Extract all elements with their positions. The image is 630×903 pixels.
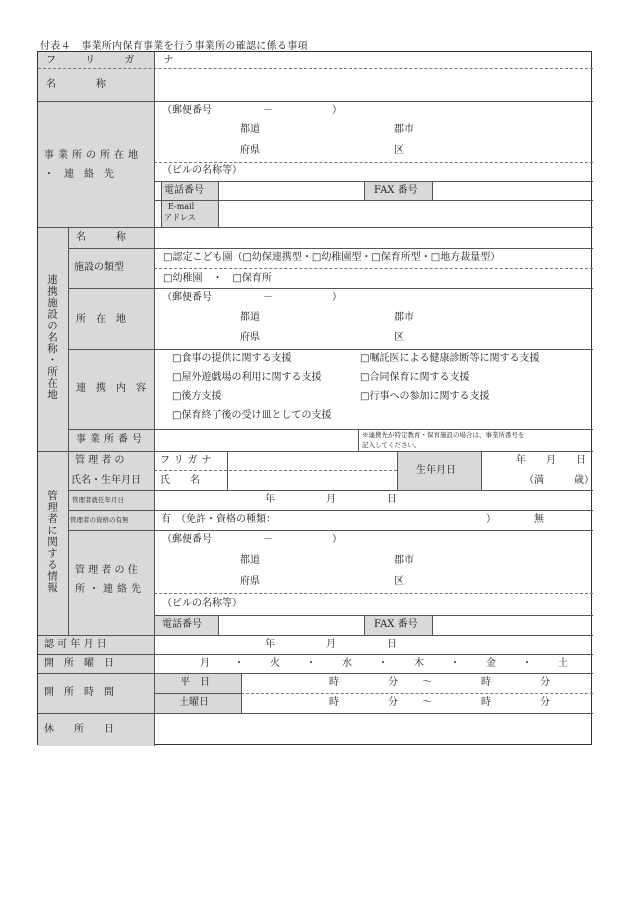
closed-days-label: 休 所 日 (44, 724, 114, 735)
day-sat[interactable]: 土 (558, 658, 568, 669)
qualification-yes[interactable]: 有 （免許・資格の種類： (161, 514, 276, 525)
approval-m: 月 (326, 639, 336, 650)
manager-qualification-label: 管理者の資格の有無 (70, 516, 129, 524)
approval-date-label: 認 可 年 月 日 (44, 639, 107, 650)
day-sep-3: ・ (378, 658, 388, 669)
manager-fax-label: FAX 番号 (374, 619, 418, 630)
partner-office-no-input[interactable] (155, 430, 357, 450)
appointed-m: 月 (326, 494, 336, 505)
office-phone-input[interactable] (219, 182, 363, 199)
day-fri[interactable]: 金 (486, 658, 496, 669)
weekday-end-hour: 時 (481, 677, 491, 688)
open-days-label: 開 所 曜 日 (44, 658, 114, 669)
office-furigana-input[interactable] (155, 53, 592, 67)
appointed-d: 日 (387, 494, 397, 505)
support-option-3[interactable]: □屋外遊戯場の利用に関する支援 (172, 372, 322, 383)
saturday-end-hour: 時 (481, 697, 491, 708)
partner-name-label: 名 称 (76, 232, 126, 243)
manager-phone-label: 電話番号 (162, 619, 202, 630)
partner-todo: 都道 (240, 312, 260, 323)
appointed-y: 年 (265, 494, 275, 505)
manager-postal-label: （郵便番号 (162, 534, 212, 545)
office-ku: 区 (394, 145, 404, 156)
office-furigana-label: フ リ ガ ナ (46, 55, 187, 66)
office-name-input[interactable] (155, 69, 592, 100)
support-option-1[interactable]: □食事の提供に関する支援 (172, 353, 292, 364)
day-sep-2: ・ (306, 658, 316, 669)
day-mon[interactable]: 月 (200, 658, 210, 669)
office-address-label: 事業所の所在地 (44, 150, 142, 161)
manager-furigana-input[interactable] (228, 452, 396, 469)
office-email-label: E-mail (168, 202, 195, 211)
manager-furigana-label: フリガナ (160, 455, 216, 466)
approval-y: 年 (265, 639, 275, 650)
office-fuken: 府県 (240, 145, 260, 156)
manager-gunshi: 郡市 (394, 555, 414, 566)
weekday-end-min: 分 (540, 677, 550, 688)
manager-shimei-label: 氏 名 (160, 475, 200, 486)
office-postal-label: （郵便番号 (162, 105, 212, 116)
manager-contact-label: 所・連絡先 (75, 584, 145, 595)
closed-days-input[interactable] (155, 714, 592, 745)
office-contact-label: ・ 連 絡 先 (44, 169, 114, 180)
support-option-5[interactable]: □後方支援 (172, 391, 222, 402)
office-address-label-cell (38, 101, 154, 227)
office-phone-label: 電話番号 (164, 185, 204, 196)
partner-postal-dash: － (263, 292, 273, 303)
manager-address-label: 管 理 者 の 住 (75, 565, 138, 576)
manager-name-birth-label: 氏名・生年月日 (71, 475, 141, 486)
partner-gunshi: 郡市 (394, 312, 414, 323)
manager-name-label: 管 理 者 の (75, 455, 125, 466)
manager-appointed-label: 管理者就任年月日 (72, 496, 124, 504)
weekday-start-min: 分 (388, 677, 398, 688)
partner-location-label: 所 在 地 (76, 314, 126, 325)
manager-birth-ymd: 年 月 日 (516, 455, 586, 466)
day-thu[interactable]: 木 (414, 658, 424, 669)
partner-section-label: 連携施設の名称・所在地 (46, 274, 58, 401)
office-gunshi: 郡市 (394, 124, 414, 135)
office-no-note: ※連携先が特定教育・保育施設の場合は、事業所番号を (362, 431, 525, 439)
support-option-7[interactable]: □保育終了後の受け皿としての支援 (172, 410, 332, 421)
office-email-input[interactable] (219, 201, 592, 226)
saturday-label: 土曜日 (179, 697, 209, 708)
saturday-end-min: 分 (540, 697, 550, 708)
office-name-label: 名 称 (46, 79, 106, 90)
partner-name-input[interactable] (155, 228, 592, 247)
manager-todo: 都道 (240, 555, 260, 566)
office-postal-dash: － (263, 105, 273, 116)
office-building-label: （ビルの名称等） (162, 165, 242, 176)
partner-ku: 区 (394, 332, 404, 343)
weekday-range: ～ (422, 677, 432, 688)
manager-age: （満 歳） (524, 475, 594, 486)
manager-name-input[interactable] (228, 471, 396, 489)
day-sep-1: ・ (234, 658, 244, 669)
office-todo: 都道 (240, 124, 260, 135)
manager-postal-close: ） (332, 534, 342, 545)
form-title: 付表４ 事業所内保育事業を行う事業所の確認に係る事項 (40, 41, 308, 52)
saturday-range: ～ (422, 697, 432, 708)
support-option-6[interactable]: □行事への参加に関する支援 (360, 391, 490, 402)
manager-ku: 区 (394, 576, 404, 587)
partner-postal-label: （郵便番号 (162, 292, 212, 303)
partner-office-no-label: 事業所番号 (76, 434, 146, 445)
partner-postal-close: ） (332, 292, 342, 303)
qualification-no[interactable]: 無 (534, 514, 544, 525)
manager-birth-label: 生年月日 (416, 465, 456, 476)
manager-fax-input[interactable] (433, 616, 592, 634)
approval-d: 日 (387, 639, 397, 650)
partner-content-label: 連 携 内 容 (76, 383, 146, 394)
weekday-label: 平 日 (180, 677, 210, 688)
office-no-note-2: 記入してください。 (362, 441, 421, 449)
partner-type-label: 施設の類型 (74, 262, 124, 273)
qualification-close: ） (486, 514, 496, 525)
office-postal-close: ） (332, 105, 342, 116)
application-form (37, 51, 592, 745)
support-option-4[interactable]: □合同保育に関する支援 (360, 372, 470, 383)
manager-phone-input[interactable] (219, 616, 363, 634)
day-wed[interactable]: 水 (342, 658, 352, 669)
office-fax-label: FAX 番号 (374, 185, 418, 196)
manager-postal-dash: － (263, 534, 273, 545)
weekday-start-hour: 時 (329, 677, 339, 688)
partner-fuken: 府県 (240, 332, 260, 343)
partner-labels-cell (68, 227, 154, 451)
day-sep-5: ・ (522, 658, 532, 669)
saturday-start-min: 分 (388, 697, 398, 708)
partner-type-option-1[interactable]: □認定こども園（□幼保連携型・□幼稚園型・□保育所型・□地方裁量型） (163, 252, 501, 263)
saturday-start-hour: 時 (329, 697, 339, 708)
manager-section-label: 管理者に関する情報 (46, 490, 58, 594)
support-option-2[interactable]: □嘱託医による健康診断等に関する支援 (360, 353, 540, 364)
office-email-label-2: アドレス (164, 213, 196, 222)
day-sep-4: ・ (450, 658, 460, 669)
office-fax-input[interactable] (433, 182, 592, 199)
manager-fuken: 府県 (240, 576, 260, 587)
day-tue[interactable]: 火 (270, 658, 280, 669)
partner-type-option-2[interactable]: □幼稚園 ・ □保育所 (163, 273, 272, 284)
manager-building-label: （ビルの名称等） (162, 598, 242, 609)
open-hours-label: 開 所 時 間 (44, 687, 114, 698)
